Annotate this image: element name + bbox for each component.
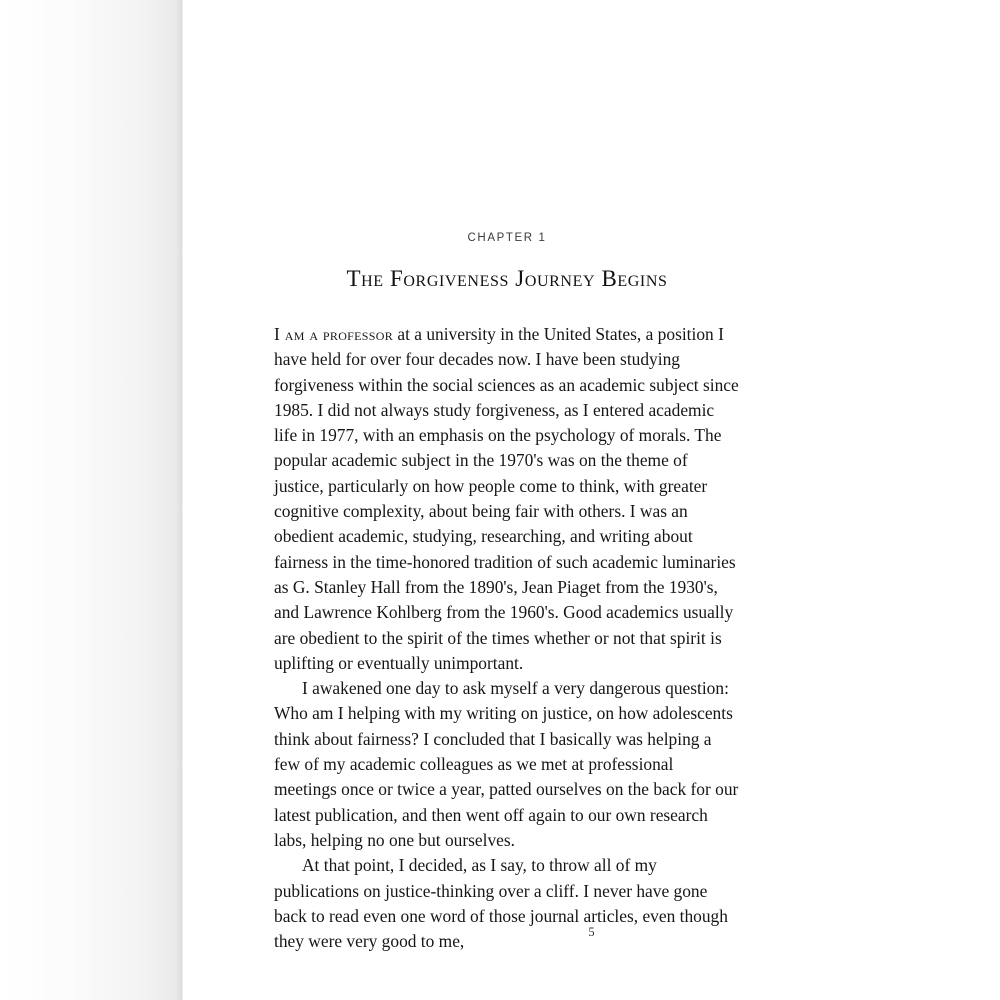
page-number: 5: [588, 925, 595, 939]
chapter-title: The Forgiveness Journey Begins: [346, 266, 668, 291]
paragraph-2: I awakened one day to ask myself a very dangerous question: Who am I helping with my writing on justice, on how adolescents think about fairness? I concluded that I basically was helping a few of my academic colleagues as we met at professional meetings once or twice a year, patted ourselves on the back for our latest publication, and then went off again to our own research labs, helping no one but ourselves.: [274, 678, 739, 850]
chapter-label: CHAPTER 1: [467, 232, 547, 244]
page-gutter-shading: [0, 0, 182, 1000]
paragraph-1-body: at a university in the United States, a position I have held for over four decades now. I have been studying forgiveness within the social sciences as an academic subject since 1985. I did not always study forgiveness, as I entered academic life in 1977, with an emphasis on the psychology of morals. The popular academic subject in the 1970's was on the theme of justice, particularly on how people come to think, with greater cognitive complexity, about being fair with others. I was an obedient academic, studying, researching, and writing about fairness in the time-honored tradition of such academic luminaries as G. Stanley Hall from the 1890's, Jean Piaget from the 1930's, and Lawrence Kohlberg from the 1960's. Good academics usually are obedient to the spirit of the times whether or not that spirit is uplifting or eventually unimportant.: [274, 324, 739, 673]
page-sheet: [183, 0, 1000, 1000]
paragraph-1: [274, 322, 740, 676]
paragraph-3: At that point, I decided, as I say, to throw all of my publications on justice-thinking over a cliff. I never have gone back to read even one word of those journal articles, even though they were very good to me,: [274, 855, 728, 952]
page-text-block: [274, 232, 740, 954]
paragraph-1-opening-smallcaps: I am a professor: [274, 324, 394, 344]
